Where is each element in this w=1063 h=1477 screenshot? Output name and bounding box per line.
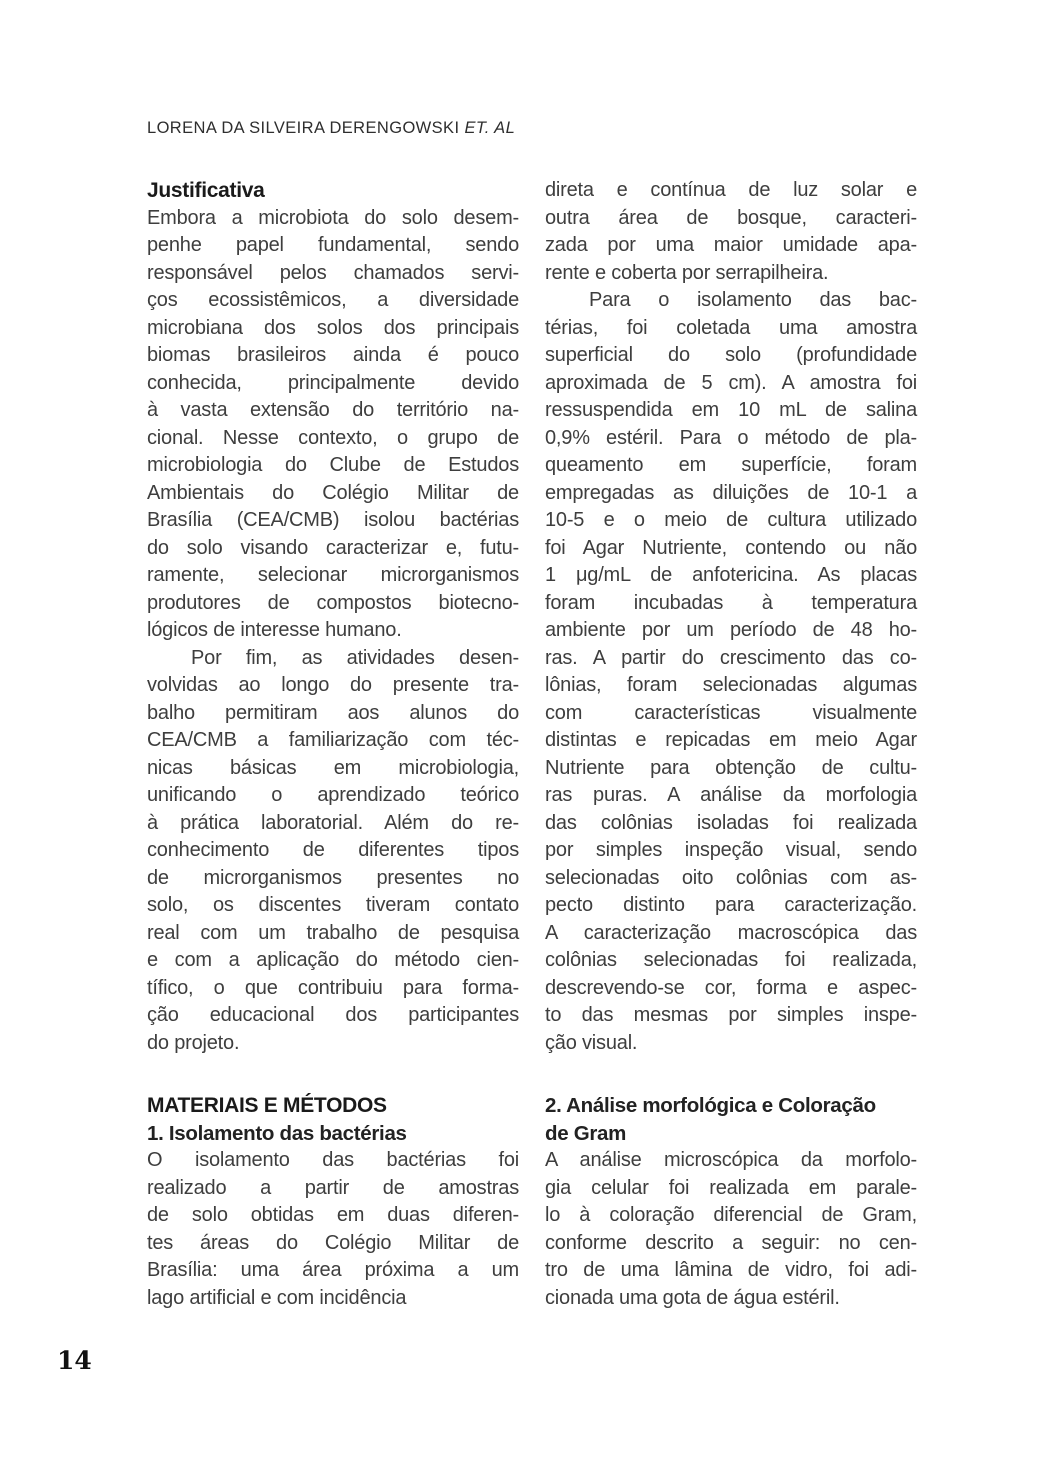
text-line: térias, foi coletada uma amostra — [545, 316, 917, 339]
text-line: conforme descrito a seguir: no cen- — [545, 1231, 917, 1254]
text-line: unificando o aprendizado teórico — [147, 784, 519, 806]
text-line: 1 μg/mL de anfotericina. As placas — [545, 564, 917, 586]
text-line: foram incubadas à temperatura — [545, 591, 917, 614]
text-line: CEA/CMB a familiarização com téc- — [147, 729, 519, 751]
text-line: lônias, foram selecionadas algumas — [545, 674, 917, 696]
text-line: conhecimento de diferentes tipos — [147, 839, 519, 861]
text-line: ção visual. — [545, 1031, 638, 1054]
heading-line: MATERIAIS E MÉTODOS — [147, 1094, 387, 1117]
text-line: microbiologia do Clube de Estudos — [147, 454, 519, 476]
heading-line: 2. Análise morfológica e Coloração — [545, 1094, 876, 1117]
text-line: empregadas as diluições de 10-1 a — [545, 481, 917, 504]
text-line: tes áreas do Colégio Militar de — [147, 1231, 519, 1254]
text-line: A análise microscópica da morfolo- — [545, 1149, 917, 1171]
text-line: lo à coloração diferencial de Gram, — [545, 1204, 917, 1226]
text-line: ção educacional dos participantes — [147, 1004, 519, 1026]
text-line: aproximada de 5 cm). A amostra foi — [545, 371, 917, 394]
paragraph — [147, 1147, 519, 1312]
paragraph — [545, 1147, 917, 1312]
section-heading — [147, 177, 519, 205]
left-column — [147, 177, 519, 1312]
text-line: outra área de bosque, caracteri- — [545, 206, 917, 229]
text-line: cionada uma gota de água estéril. — [545, 1286, 840, 1309]
text-line: direta e contínua de luz solar e — [545, 179, 917, 201]
text-line: A caracterização macroscópica das — [545, 921, 917, 944]
text-line: produtores de compostos biotecno- — [147, 591, 519, 614]
text-line: à prática laboratorial. Além do re- — [147, 811, 519, 834]
text-line: realizado a partir de amostras — [147, 1176, 519, 1199]
text-line: gia celular foi realizada em parale- — [545, 1176, 917, 1199]
text-line: lógicos de interesse humano. — [147, 619, 402, 641]
text-line: Embora a microbiota do solo desem- — [147, 206, 519, 229]
text-line: cional. Nesse contexto, o grupo de — [147, 426, 519, 449]
right-column — [545, 177, 917, 1312]
text-line: real com um trabalho de pesquisa — [147, 921, 519, 944]
page-number: 14 — [57, 1346, 92, 1375]
text-line: queamento em superfície, foram — [545, 454, 917, 476]
text-line: 10-5 e o meio de cultura utilizado — [545, 509, 917, 531]
text-line: nicas básicas em microbiologia, — [147, 756, 519, 779]
text-line: ras puras. A análise da morfologia — [545, 784, 917, 806]
text-line: to das mesmas por simples inspe- — [545, 1004, 917, 1026]
text-line: lago artificial e com incidência — [147, 1286, 407, 1309]
text-line: ços ecossistêmicos, a diversidade — [147, 289, 519, 311]
text-line: ras. A partir do crescimento das co- — [545, 646, 917, 669]
text-line: por simples inspeção visual, sendo — [545, 839, 917, 861]
text-line: do solo visando caracterizar e, futu- — [147, 536, 519, 559]
text-line: Nutriente para obtenção de cultu- — [545, 756, 917, 779]
heading-line: 1. Isolamento das bactérias — [147, 1121, 407, 1145]
text-line: rente e coberta por serrapilheira. — [545, 261, 829, 284]
text-line: Brasília: uma área próxima a um — [147, 1259, 519, 1281]
text-line: Ambientais do Colégio Militar de — [147, 481, 519, 504]
text-line: responsável pelos chamados servi- — [147, 261, 519, 284]
text-line: ressuspendida em 10 mL de salina — [545, 399, 917, 421]
text-line: ramente, selecionar microrganismos — [147, 564, 519, 586]
text-line: penhe papel fundamental, sendo — [147, 234, 519, 256]
text-line: tífico, o que contribuiu para forma- — [147, 976, 519, 999]
heading-line: de Gram — [545, 1121, 627, 1145]
text-line: tro de uma lâmina de vidro, foi adi- — [545, 1259, 917, 1281]
running-header — [147, 118, 515, 138]
subsection-heading — [147, 1120, 519, 1148]
text-line: pecto distinto para caracterização. — [545, 894, 917, 916]
text-line: ambiente por um período de 48 ho- — [545, 619, 917, 641]
author-name: LORENA DA SILVEIRA DERENGOWSKI — [147, 119, 465, 137]
text-line: 0,9% estéril. Para o método de pla- — [545, 426, 917, 449]
text-line: Por fim, as atividades desen- — [191, 646, 519, 669]
text-line: balho permitiram aos alunos do — [147, 701, 519, 724]
paragraph — [545, 287, 917, 1057]
text-line: de solo obtidas em duas diferen- — [147, 1204, 519, 1226]
text-line: Brasília (CEA/CMB) isolou bactérias — [147, 509, 519, 531]
section-heading — [147, 1092, 519, 1120]
text-line: foi Agar Nutriente, contendo ou não — [545, 536, 917, 559]
text-line: superficial do solo (profundidade — [545, 344, 917, 366]
text-line: zada por uma maior umidade apa- — [545, 234, 917, 256]
paragraph — [147, 205, 519, 645]
text-line: e com a aplicação do método cien- — [147, 949, 519, 971]
text-line: das colônias isoladas foi realizada — [545, 811, 917, 834]
text-line: distintas e repicadas em meio Agar — [545, 729, 917, 751]
text-line: O isolamento das bactérias foi — [147, 1149, 519, 1171]
text-line: à vasta extensão do território na- — [147, 399, 519, 421]
text-line: microbiana dos solos dos principais — [147, 316, 519, 339]
text-line: solo, os discentes tiveram contato — [147, 894, 519, 916]
et-al-label: ET. AL — [464, 119, 516, 137]
text-line: colônias selecionadas foi realizada, — [545, 949, 917, 971]
text-line: volvidas ao longo do presente tra- — [147, 674, 519, 696]
paragraph — [147, 645, 519, 1058]
text-line: descrevendo-se cor, forma e aspec- — [545, 976, 917, 999]
text-line: com características visualmente — [545, 701, 917, 724]
text-line: selecionadas oito colônias com as- — [545, 866, 917, 889]
text-line: Para o isolamento das bac- — [589, 289, 917, 311]
text-line: de microrganismos presentes no — [147, 866, 519, 889]
subsection-heading — [545, 1092, 917, 1147]
paragraph — [545, 177, 917, 287]
text-line: biomas brasileiros ainda é pouco — [147, 344, 519, 366]
heading-line: Justificativa — [147, 179, 265, 202]
text-line: do projeto. — [147, 1031, 240, 1054]
text-line: conhecida, principalmente devido — [147, 371, 519, 394]
